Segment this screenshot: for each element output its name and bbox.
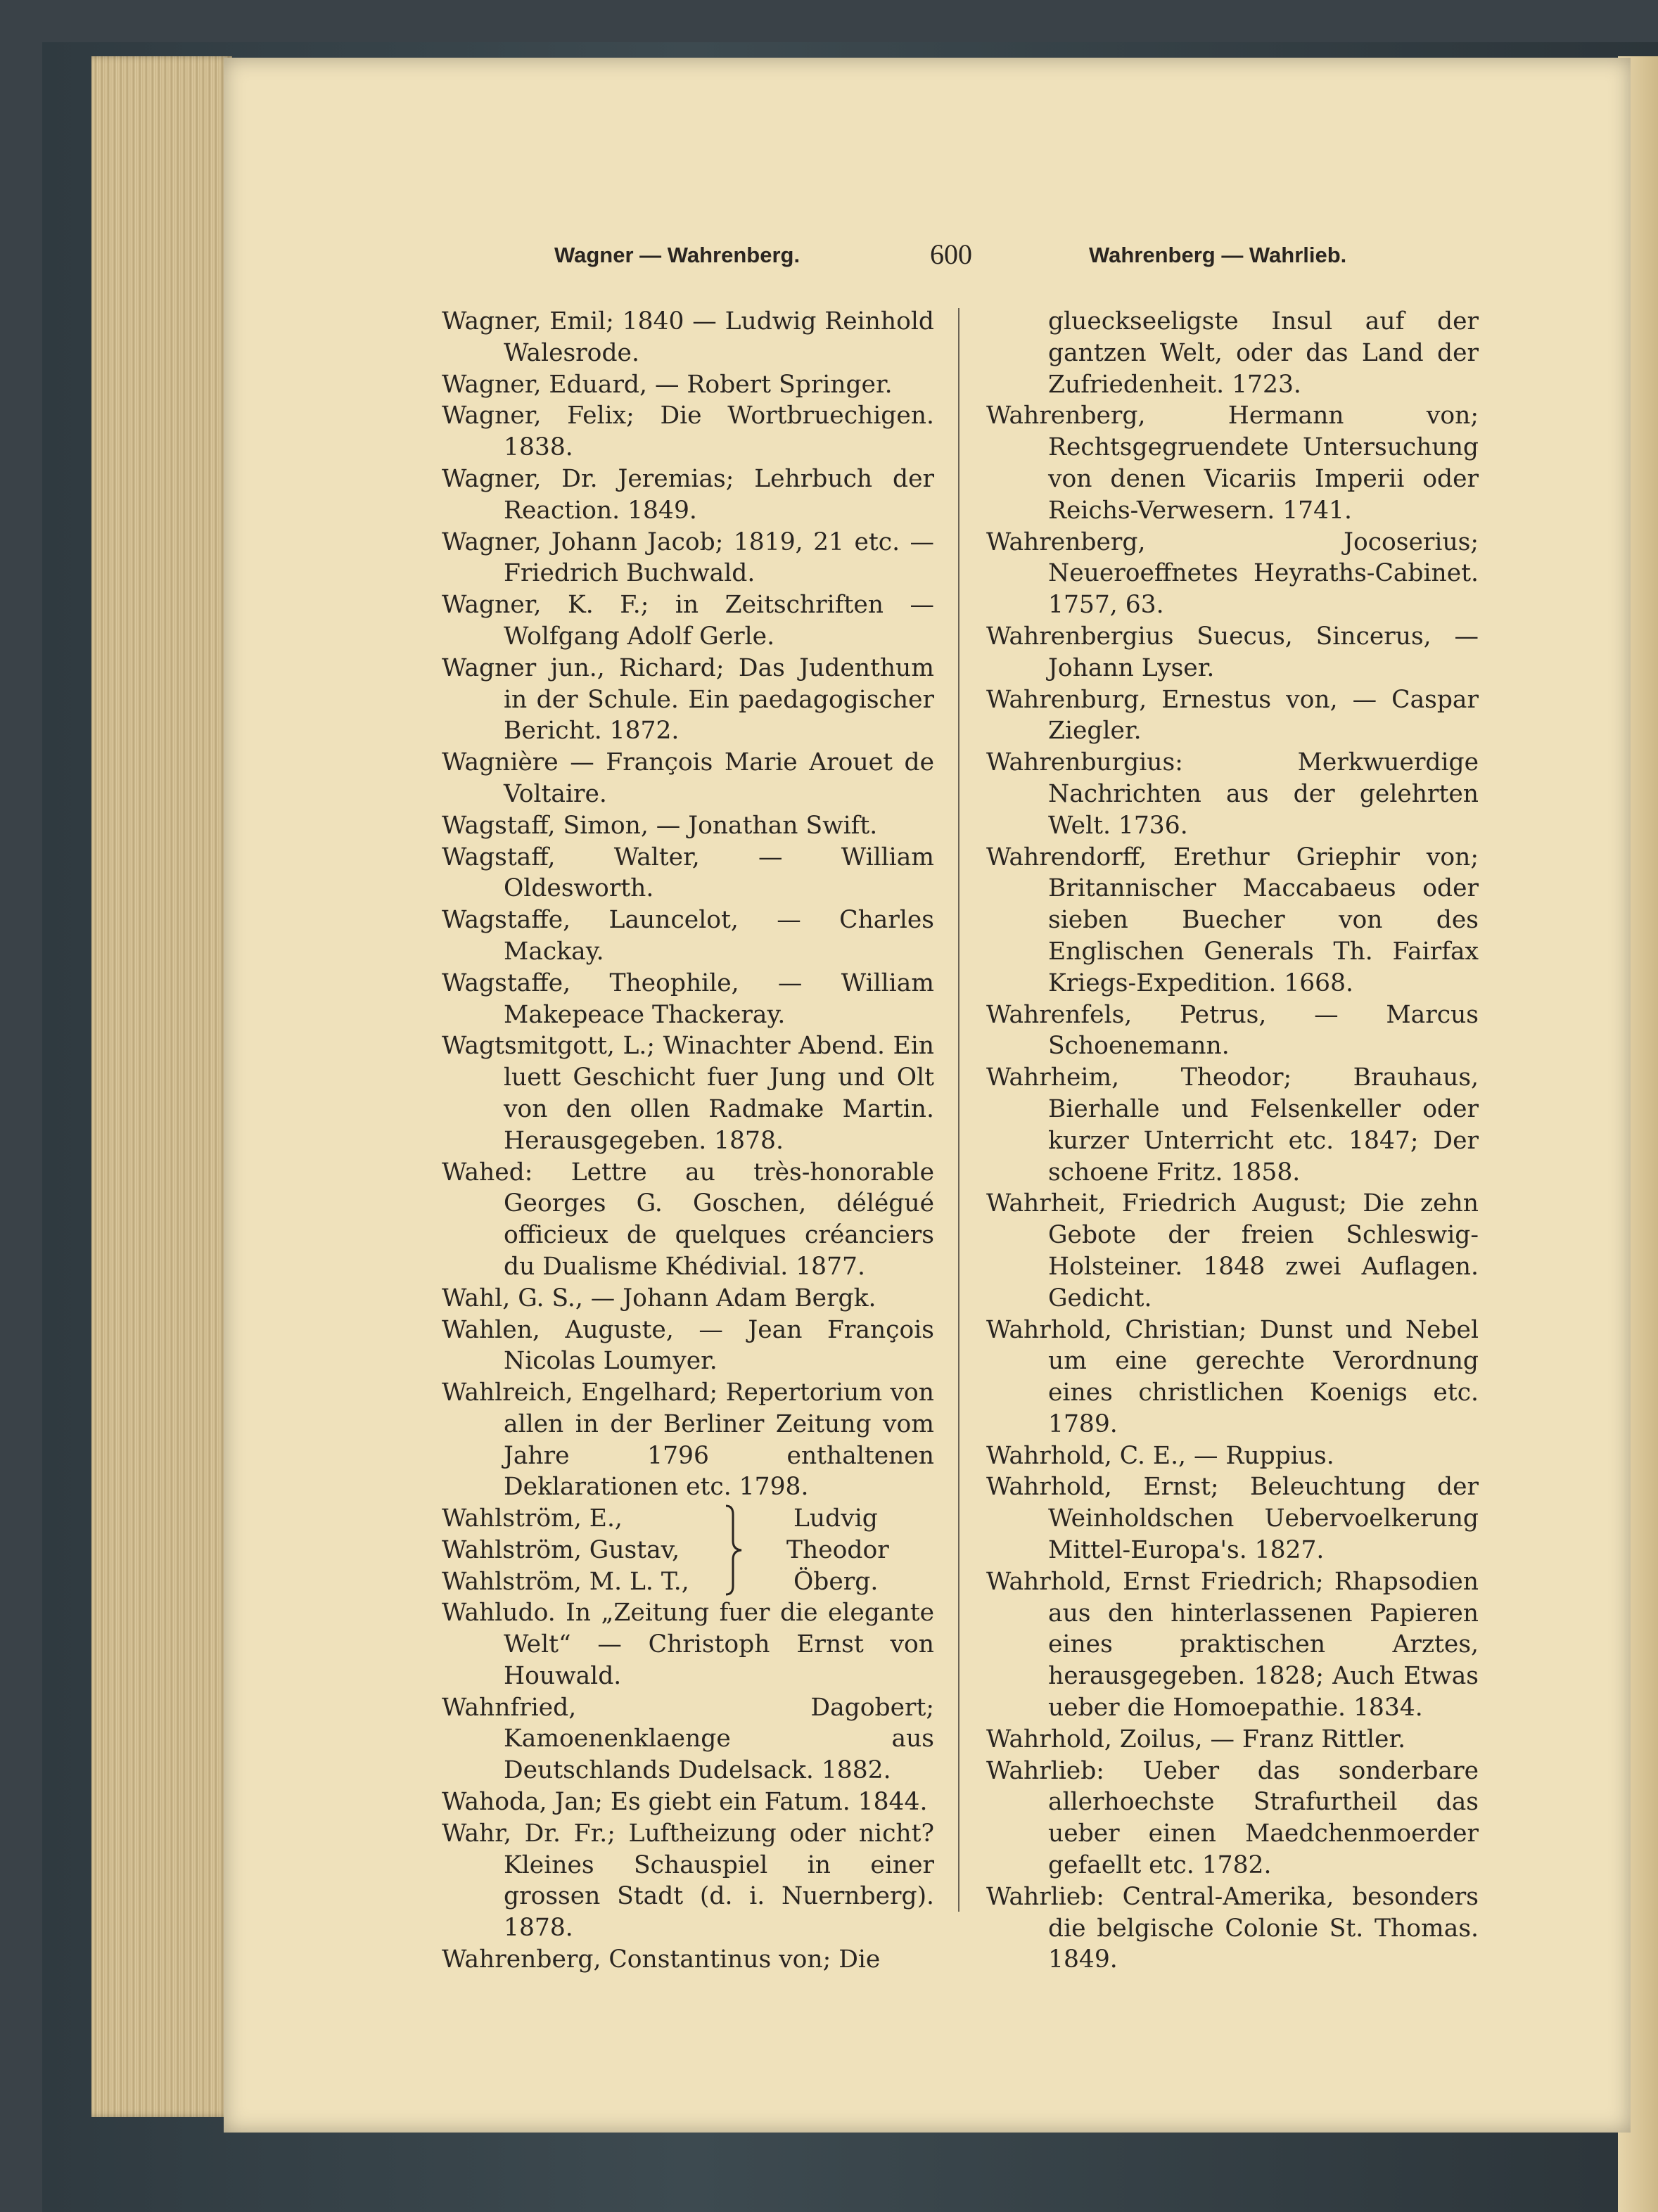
entry: Wahrhold, Christian; Dunst und Nebel um eine gerechte Verordnung eines christlichen Koenigs etc. 1789. — [986, 1315, 1479, 1438]
right-column — [986, 306, 1479, 1976]
entry: Wahrhold, Zoilus, — Franz Rittler. — [986, 1725, 1406, 1753]
entry: Wahrenfels, Petrus, — Marcus Schoenemann. — [986, 1000, 1479, 1061]
entry: Wagstaffe, Launcelot, — Charles Mackay. — [442, 906, 934, 966]
brace-name: Wahlström, E., — [442, 1504, 623, 1533]
column-divider — [958, 308, 959, 1912]
entry: Wahrenberg, Hermann von; Rechtsgegruendete Untersuchung von denen Vicariis Imperii oder Reichs-Verwesern. 1741. — [986, 402, 1479, 525]
brace-target: Theodor — [786, 1536, 889, 1565]
entry: Wagstaff, Simon, — Jonathan Swift. — [442, 811, 878, 840]
entry: Wagner, Johann Jacob; 1819, 21 etc. — Friedrich Buchwald. — [442, 528, 934, 588]
entry: Wahl, G. S., — Johann Adam Bergk. — [442, 1284, 876, 1312]
entry: Wahrhold, Ernst; Beleuchtung der Weinholdschen Uebervoelkerung Mittel-Europa's. 1827. — [986, 1473, 1479, 1565]
brace-group — [442, 1503, 934, 1597]
entry: Wahrenberg, Jocoserius; Neueroeffnetes Heyraths-Cabinet. 1757, 63. — [986, 528, 1479, 620]
brace-name: Wahlström, M. L. T., — [442, 1567, 689, 1596]
brace-target: Öberg. — [793, 1567, 879, 1596]
entry: Wahnfried, Dagobert; Kamoenenklaenge aus Deutschlands Dudelsack. 1882. — [442, 1693, 934, 1785]
entry: Wahludo. In „Zeitung fuer die elegante Welt“ — Christoph Ernst von Houwald. — [442, 1599, 934, 1690]
entry: Wagner jun., Richard; Das Judenthum in der Schule. Ein paedagogischer Bericht. 1872. — [442, 653, 934, 746]
entry-continuation: glueckseeligste Insul auf der gantzen Welt, oder das Land der Zufriedenheit. 1723. — [1048, 307, 1479, 399]
entry: Wahrhold, Ernst Friedrich; Rhapsodien aus den hinterlassenen Papieren eines praktischen Arztes, herausgegeben. 1828; Auch Etwas ueber die Homoepathie. 1834. — [986, 1567, 1479, 1722]
entry: Wahrendorff, Erethur Griephir von; Britannischer Maccabaeus oder sieben Buecher von des Englischen Generals Th. Fairfax Kriegs-Expedition. 1668. — [986, 843, 1479, 997]
curly-brace-icon — [723, 1504, 744, 1596]
page-stack-edges — [91, 56, 232, 2117]
entry: Wagner, Dr. Jeremias; Lehrbuch der Reaction. 1849. — [442, 464, 934, 525]
entry: Wagner, Eduard, — Robert Springer. — [442, 370, 893, 399]
running-head-right: Wahrenberg — Wahrlieb. — [1089, 243, 1347, 267]
entry: Wagstaff, Walter, — William Oldesworth. — [442, 843, 934, 903]
entry: Wagner, Felix; Die Wortbruechigen. 1838. — [442, 402, 934, 462]
entry: Wahlreich, Engelhard; Repertorium von allen in der Berliner Zeitung vom Jahre 1796 enthaltenen Deklarationen etc. 1798. — [442, 1379, 934, 1502]
entry: Wahlen, Auguste, — Jean François Nicolas Loumyer. — [442, 1315, 934, 1376]
entry: Wahoda, Jan; Es giebt ein Fatum. 1844. — [442, 1788, 928, 1817]
entry: Wahrlieb: Central-Amerika, besonders die belgische Colonie St. Thomas. 1849. — [986, 1882, 1479, 1974]
entry: Wahr, Dr. Fr.; Luftheizung oder nicht? Kleines Schauspiel in einer grossen Stadt (d. i. Nuernberg). 1878. — [442, 1819, 934, 1943]
entry: Wahrheim, Theodor; Brauhaus, Bierhalle und Felsenkeller oder kurzer Unterricht etc. 1847; Der schoene Fritz. 1858. — [986, 1063, 1479, 1187]
entry: Wagner, Emil; 1840 — Ludwig Reinhold Walesrode. — [442, 307, 934, 367]
entry: Wahrenbergius Suecus, Sincerus, — Johann Lyser. — [986, 622, 1479, 682]
entry: Wahrenburgius: Merkwuerdige Nachrichten aus der gelehrten Welt. 1736. — [986, 748, 1479, 840]
entry: Wagstaffe, Theophile, — William Makepeace Thackeray. — [442, 968, 934, 1029]
brace-name: Wahlström, Gustav, — [442, 1536, 680, 1565]
entry: Wahrlieb: Ueber das sonderbare allerhoechste Strafurtheil das ueber einen Maedchenmoerder gefaellt etc. 1782. — [986, 1756, 1479, 1880]
left-column — [442, 306, 934, 1976]
entry: Wahrenburg, Ernestus von, — Caspar Ziegler. — [986, 685, 1479, 746]
entry: Wahed: Lettre au très-honorable Georges G. Goschen, délégué officieux de quelques créanciers du Dualisme Khédivial. 1877. — [442, 1158, 934, 1281]
entry: Wahrhold, C. E., — Ruppius. — [986, 1441, 1334, 1470]
entry: Wagnière — François Marie Arouet de Voltaire. — [442, 748, 934, 808]
entry: Wagtsmitgott, L.; Winachter Abend. Ein luett Geschicht fuer Jung und Olt von den ollen Radmake Martin. Herausgegeben. 1878. — [442, 1032, 934, 1155]
running-head-left: Wagner — Wahrenberg. — [554, 243, 801, 267]
page-number: 600 — [930, 238, 972, 270]
entry: Wahrenberg, Constantinus von; Die — [442, 1945, 881, 1974]
entry: Wahrheit, Friedrich August; Die zehn Gebote der freien Schleswig-Holsteiner. 1848 zwei Auflagen. Gedicht. — [986, 1189, 1479, 1312]
brace-target: Ludvig — [793, 1504, 878, 1533]
entry: Wagner, K. F.; in Zeitschriften — Wolfgang Adolf Gerle. — [442, 591, 934, 651]
